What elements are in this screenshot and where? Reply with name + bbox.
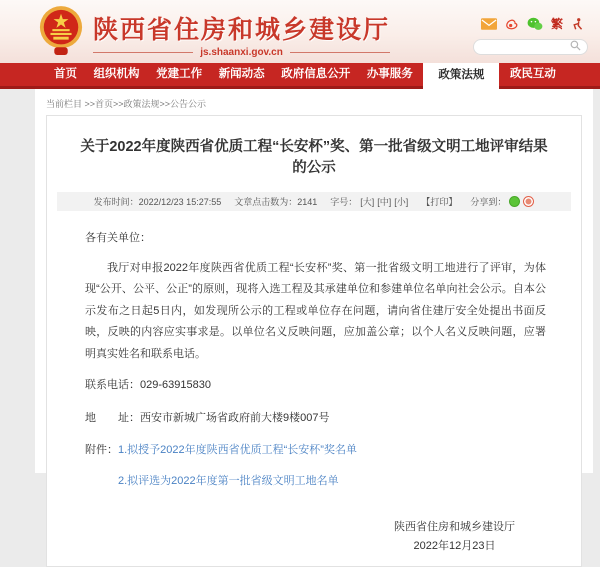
main-content [35, 89, 593, 553]
contact-phone: 联系电话：029-63915830 [85, 379, 211, 392]
font-size-medium-button[interactable]: [中] [377, 197, 392, 208]
domain-divider-left [93, 52, 193, 53]
nav-item-services[interactable]: 办事服务 [366, 68, 413, 80]
nav-item-home[interactable]: 首页 [54, 68, 77, 80]
share-weibo-icon[interactable] [523, 196, 534, 207]
attachment-link-2[interactable]: 2.拟评选为2022年度第一批省级文明工地名单 [118, 475, 339, 488]
nav-item-party-building[interactable]: 党建工作 [156, 68, 203, 80]
mail-icon[interactable] [481, 18, 497, 30]
weibo-icon[interactable] [505, 17, 519, 31]
attachment-row-2 [85, 472, 546, 491]
nav-item-public-interaction[interactable]: 政民互动 [509, 68, 556, 80]
nav-item-news[interactable]: 新闻动态 [218, 68, 265, 80]
national-emblem-logo [38, 5, 84, 62]
signature [47, 518, 515, 557]
wechat-icon[interactable] [527, 17, 543, 31]
main-nav [0, 63, 600, 89]
traditional-chinese-toggle[interactable]: 繁 [550, 17, 563, 31]
search-box[interactable] [473, 39, 588, 55]
signature-org: 陕西省住房和城乡建设厅 [394, 520, 515, 533]
view-count: 文章点击数为：2141 [234, 197, 318, 208]
site-domain-row [93, 47, 390, 58]
nav-item-gov-info-disclosure[interactable]: 政府信息公开 [281, 68, 351, 80]
article-meta-bar [57, 192, 571, 211]
domain-divider-right [290, 52, 390, 53]
search-icon[interactable] [570, 38, 581, 56]
share-wechat-icon[interactable] [509, 196, 520, 207]
site-title: 陕西省住房和城乡建设厅 [93, 16, 391, 44]
print-button[interactable]: 【打印】 [421, 197, 458, 208]
body-paragraph: 我厅对申报2022年度陕西省优质工程“长安杯”奖、第一批省级文明工地进行了评审，为体现“公开、公平、公正”的原则，现将入选工程及其承建单位和参建单位名单向社会公示。自本公示发布之日起5日内，如发现所公示的工程或单位存在问题，请向省住建厅安全处提出书面反映，反映的内容应实事求是。以单位名义反映问题，应加盖公章；以个人名义反映问题，应署明真实姓名和联系电话。 [85, 261, 546, 360]
font-size-small-button[interactable]: [小] [394, 197, 409, 208]
nav-item-policies-active[interactable]: 政策法规 [423, 63, 499, 89]
salutation: 各有关单位： [85, 232, 151, 245]
attachment-row-1 [85, 441, 546, 460]
publish-time: 发布时间：2022/12/23 15:27:55 [93, 197, 222, 208]
search-input[interactable] [480, 42, 570, 52]
breadcrumb[interactable]: 当前栏目 >>首页>>政策法规>>公告公示 [46, 99, 207, 109]
font-size-large-button[interactable]: [大] [360, 197, 375, 208]
contact-address: 地 址：西安市新城广场省政府前大楼9楼007号 [85, 411, 330, 424]
article-title: 关于2022年度陕西省优质工程“长安杯”奖、第一批省级文明工地评审结果的公示 [80, 139, 548, 177]
signature-date: 2022年12月23日 [413, 540, 496, 553]
attachment-label: 附件： [85, 444, 118, 457]
site-header [0, 0, 600, 63]
attachment-link-1[interactable]: 1.拟授予2022年度陕西省优质工程“长安杯”奖名单 [118, 444, 357, 457]
nav-item-organization[interactable]: 组织机构 [93, 68, 140, 80]
header-tools [473, 16, 588, 55]
site-brand [38, 5, 390, 62]
article-body [85, 228, 546, 491]
site-domain: js.shaanxi.gov.cn [200, 46, 283, 58]
share-label: 分享到： [470, 197, 507, 208]
accessibility-icon[interactable] [571, 17, 584, 31]
article-card [46, 115, 582, 567]
font-size-label: 字号： [330, 197, 358, 208]
